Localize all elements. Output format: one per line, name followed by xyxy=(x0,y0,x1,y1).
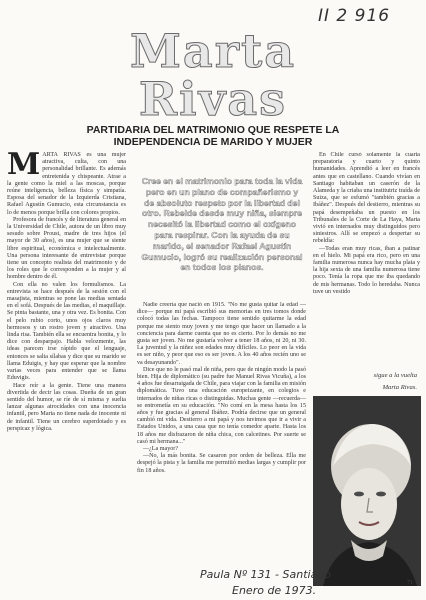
handwritten-date: Enero de 1973. xyxy=(232,584,317,597)
body-paragraph: —¿La mayor? xyxy=(143,446,179,453)
lede-paragraph xyxy=(7,152,126,217)
body-paragraph: Dice que no le pasó mal de niña, pero que de ningún modo la pasó bien. Hija de diplomático (su padre fue Manuel Rivas Vicuña), a los 4 años fue desarraigada de Chile, para viajar con la familia en misión diplomática. Tuvo una educación europeizante, en colegios e internados de niñas ricas o distinguidas. Muchas gente —recuerda— se entrometía en su educación. "No comí en la mesa hasta los 15 años y fue gracias al general Ibáñez. Podría decirse que un general cambió mi vida. Destierro a mi papá y nos tuvimos que ir a vivir a Estados Unidos, a una casa que no tenía comedor aparte. Hasta los 18 años me disfrazaron de niña chica, con calcetines. Por suerte se casó mi hermana..." xyxy=(137,366,306,445)
continued-note: sigue a la vuelta xyxy=(373,372,417,379)
headline-name-last: Rivas xyxy=(138,72,288,126)
page-number: 71 xyxy=(407,580,413,586)
lede-text: ARTA RIVAS es una mujer atractiva, culta, con una personalidad brillante. Es además entretenida y chispeante. Atrae a la gente como la miel a las moscas, porque reúne inteligencia, belleza física y simpatía. Esposa del senador de la Izquierda Cristiana, Rafael Agustín Gumucio, esta circunstancia es lo de menos porque brilla con colores propios. xyxy=(7,152,126,216)
article-column-1 xyxy=(7,152,126,590)
portrait-illustration xyxy=(313,396,421,586)
article-column-3 xyxy=(313,152,420,370)
body-paragraph: Profesora de francés y de literatura general en la Universidad de Chile, autora de un libro muy sesudo sobre Proust, madre de tres hijos (el mayor de 30 años), es una mujer que se siente libre espiritual, económica e intelectualmente. Una persona interesante de entrevistar porque tiene un concepto realista del matrimonio y de los roles que le corresponden a la mujer y al hombre dentro de él. xyxy=(7,216,126,281)
pull-quote: Cree en el matrimonio para toda la vida pero en un plano de compañerismo y de absoluto respeto por la libertad del otro. Rebelde desde muy niña, siempre necesitó la libertad como el oxígeno para respirar. Con la ayuda de su marido, el senador Rafael Agustín Gumucio, logró su realización personal en todos los planos. xyxy=(141,176,303,273)
body-paragraph: Nadie creería que nació en 1915. "No me gusta quitar la edad —dice— porque mi papá escribió sus memorias en tres tomos donde colocó todas las fechas. Tampoco tiene sentido quitarme la edad porque me siento muy joven y me tengo que hacer un llamado a la conciencia para darme cuenta que no es cierto. Por lo demás no me gusta ser joven. No me gustaría volver a tener 18 años, ni 20, ni 30. La juventud y la niñez son edades muy difíciles. Lo peor en la vida es ser niño, y peor que eso es ser joven. A los 40 años recién uno se va desayunando". xyxy=(137,302,306,366)
drop-cap: M xyxy=(7,152,41,182)
body-paragraph: En Chile cursó solamente la cuarta preparatoria y cuarto y quinto humanidades. Aprendió a leer en francés antes que en castellano. Cuando vivían en Santiago habitaban un caserón de la Alameda y la criaba una institutriz traída de Suiza, que se esfumó "también gracias a Ibáñez". Después del destierro, mientras su papá desempeñaba un puesto en los Tribunales de la Corte de La Haya, Marta vivió en internados muy distinguidos pero siniestros. Allí se empezó a despertar su rebeldía: xyxy=(313,152,420,245)
portrait-photo xyxy=(313,396,421,586)
photo-caption: Marta Rivas. xyxy=(382,384,417,391)
article-subtitle: PARTIDARIA DEL MATRIMONIO QUE RESPETE LA INDEPENDENCIA DE MARIDO Y MUJER xyxy=(86,124,340,148)
body-paragraph: —No, la más bonita. Se casaron por orden de belleza. Ella me despejó la pista y la familia me permitió medias largas y cumplir por fin 18 años. xyxy=(137,453,306,474)
body-paragraph: Con ella no valen los formulismos. La entrevista se hace después de la sesión con el masajista, mientras se pone las medias sentada en el sofá. Después de las medias, el maquillaje. Se pinta bastante, una y otra vez. Es bonita. Con el pelo rubio corto, unos ojos claros muy hermosos y un rostro joven y atractivo. Una linda risa. También ella se encuentra bonita, y lo dice con desparpajo. Habla velozmente, las ideas parecen irse rápido que el lenguaje, entonces se salta sílabas y dice que su marido se llama Eduigis, y hay que esperar que la nombre varias veces para entender que se llama Eduvigis. xyxy=(7,281,126,382)
body-paragraph: —Todas eran muy ricas, iban a patinar en el hielo. Mi papá era rico, pero en una familia numerosa nunca hay mucha plata y la hija sexta de una familia numerosa tiene poco. Tenía la ropa que me iba quedando de mis hermanas. Todo lo heredaba. Nunca tuve un vestido xyxy=(313,245,420,295)
body-paragraph: Hace reír a la gente. Tiene una manera divertida de decir las cosas. Dueña de un gran sentido del humor, se ríe de sí misma y suelta lanzar algunas atrocidades con una inocencia infantil, pero Marta no tiene nada de inocente ni de infantil. Tiene un cerebro superdotado y es perspicaz y lógica. xyxy=(7,382,126,432)
archive-number: II 2 916 xyxy=(318,6,391,26)
article-column-2 xyxy=(137,302,306,592)
headline-name-first: Marta xyxy=(129,24,296,78)
handwritten-source: Paula Nº 131 - Santiago xyxy=(200,568,332,581)
